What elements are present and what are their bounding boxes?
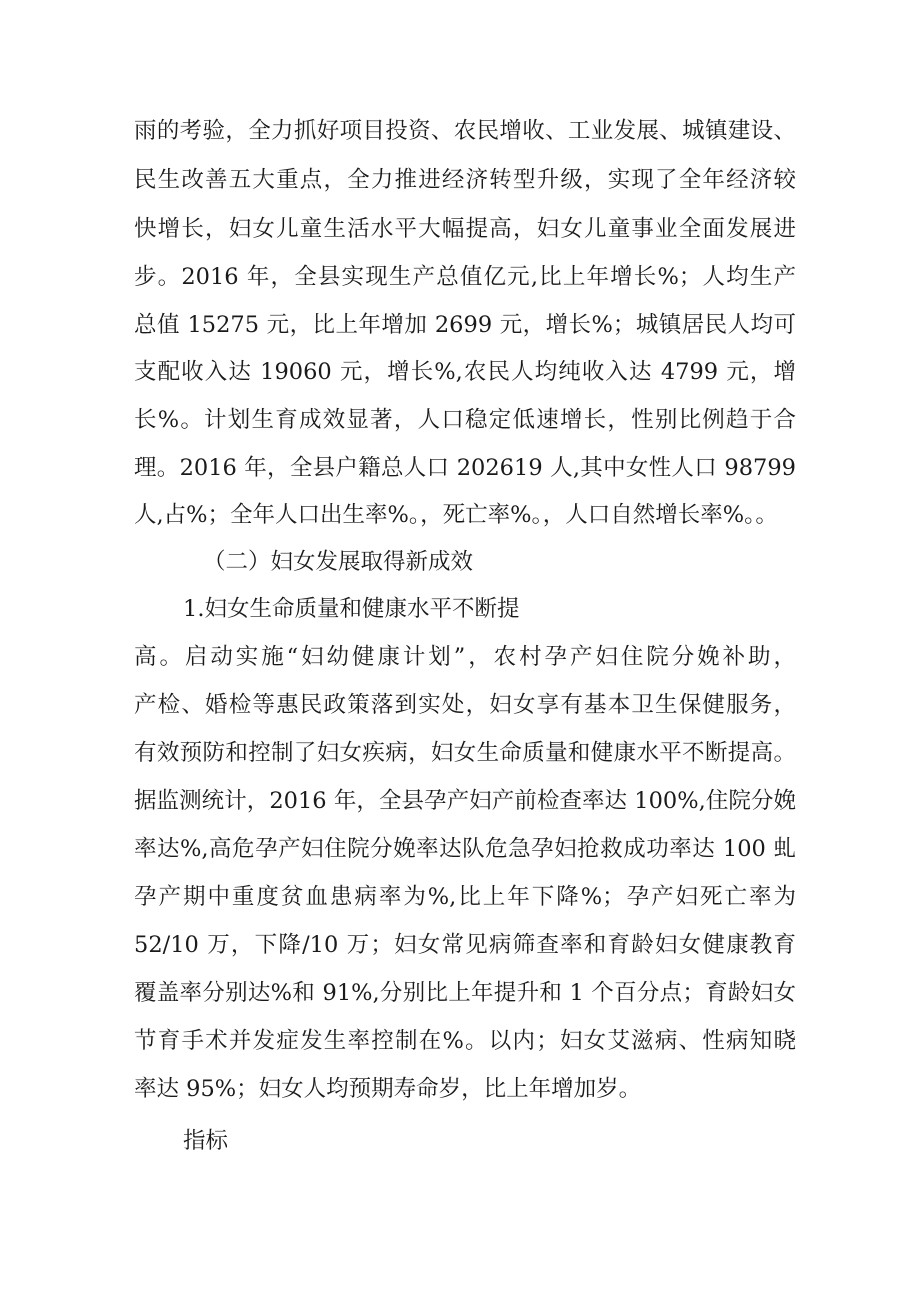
paragraph-line: 52/10 万，下降/10 万；妇女常见病筛查率和育龄妇女健康教育	[134, 932, 796, 958]
paragraph-line: 产检、婚检等惠民政策落到实处，妇女享有基本卫生保健服务，	[134, 692, 796, 718]
paragraph-line: 总值 15275 元，比上年增加 2699 元，增长%；城镇居民人均可	[134, 312, 796, 338]
paragraph-line: 率达 95%；妇女人均预期寿命岁，比上年增加岁。	[134, 1076, 642, 1102]
paragraph-line: 长%。计划生育成效显著，人口稳定低速增长，性别比例趋于合	[134, 407, 796, 433]
paragraph-line: 雨的考验，全力抓好项目投资、农民增收、工业发展、城镇建设、	[134, 118, 796, 144]
section-heading: （二）妇女发展取得新成效	[203, 549, 474, 575]
paragraph-line: 率达%,高危孕产妇住院分娩率达队危急孕妇抢救成功率达 100 虬	[134, 836, 796, 862]
paragraph-line: 理。2016 年，全县户籍总人口 202619 人,其中女性人口 98799	[134, 455, 796, 481]
paragraph-line: 人,占%；全年人口出生率%。，死亡率%。，人口自然增长率%。。	[134, 502, 778, 528]
paragraph-line: 高。启动实施“妇幼健康计划”，农村孕产妇住院分娩补助，	[134, 644, 796, 670]
paragraph-line: 有效预防和控制了妇女疾病，妇女生命质量和健康水平不断提高。	[134, 740, 796, 766]
paragraph-line: 民生改善五大重点，全力推进经济转型升级，实现了全年经济较	[134, 167, 796, 193]
paragraph-line: 覆盖率分别达%和 91%,分别比上年提升和 1 个百分点；育龄妇女	[134, 980, 796, 1006]
paragraph-line: 支配收入达 19060 元，增长%,农民人均纯收入达 4799 元，增	[134, 359, 796, 385]
paragraph-line: 孕产期中重度贫血患病率为%,比上年下降%；孕产妇死亡率为	[134, 884, 796, 910]
paragraph-line: 节育手术并发症发生率控制在%。以内；妇女艾滋病、性病知晓	[134, 1028, 796, 1054]
trailing-heading: 指标	[183, 1128, 229, 1154]
paragraph-line: 步。2016 年，全县实现生产总值亿元,比上年增长%；人均生产	[134, 264, 796, 290]
subsection-heading: 1.妇女生命质量和健康水平不断提	[183, 596, 520, 622]
paragraph-line: 据监测统计，2016 年，全县孕产妇产前检查率达 100%,住院分娩	[134, 788, 796, 814]
paragraph-line: 快增长，妇女儿童生活水平大幅提高，妇女儿童事业全面发展进	[134, 216, 796, 242]
